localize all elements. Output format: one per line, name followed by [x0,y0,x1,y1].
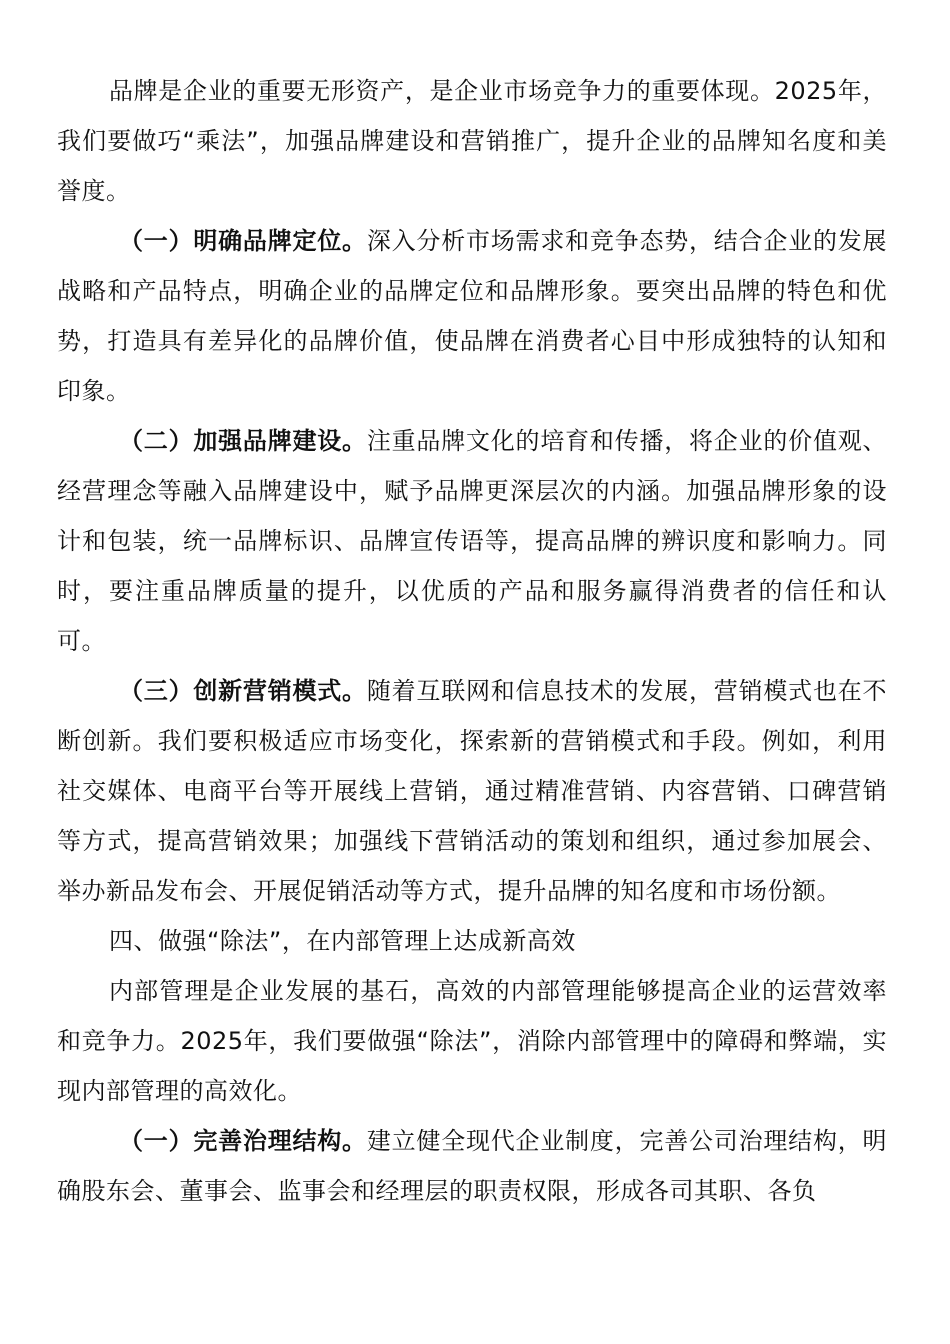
paragraph-brand-positioning [57,216,887,416]
paragraph-text: 品牌是企业的重要无形资产，是企业市场竞争力的重要体现。2025年，我们要做巧“乘法”，加强品牌建设和营销推广，提升企业的品牌知名度和美誉度。 [57,77,887,205]
paragraph-text: 注重品牌文化的培育和传播，将企业的价值观、经营理念等融入品牌建设中，赋予品牌更深层次的内涵。加强品牌形象的设计和包装，统一品牌标识、品牌宣传语等，提高品牌的辨识度和影响力。同时，要注重品牌质量的提升，以优质的产品和服务赢得消费者的信任和认可。 [57,427,888,655]
paragraph-text: 随着互联网和信息技术的发展，营销模式也在不断创新。我们要积极适应市场变化，探索新的营销模式和手段。例如，利用社交媒体、电商平台等开展线上营销，通过精准营销、内容营销、口碑营销等方式，提高营销效果；加强线下营销活动的策划和组织，通过参加展会、举办新品发布会、开展促销活动等方式，提升品牌的知名度和市场份额。 [57,677,888,905]
paragraph-lead-heading: （三）创新营销模式。 [119,677,367,705]
paragraph-governance-structure [57,1116,887,1216]
paragraph-brand-building [57,416,887,666]
section-heading-division [57,916,887,966]
paragraph-text: 深入分析市场需求和竞争态势，结合企业的发展战略和产品特点，明确企业的品牌定位和品牌形象。要突出品牌的特色和优势，打造具有差异化的品牌价值，使品牌在消费者心目中形成独特的认知和印象。 [57,227,888,405]
paragraph-marketing-innovation [57,666,887,916]
paragraph-brand-intro [57,66,887,216]
paragraph-lead-heading: （一）完善治理结构。 [119,1127,367,1155]
paragraph-lead-heading: （二）加强品牌建设。 [119,427,367,455]
document-body [57,66,887,1216]
paragraph-internal-management [57,966,887,1116]
paragraph-text: 内部管理是企业发展的基石，高效的内部管理能够提高企业的运营效率和竞争力。2025年，我们要做强“除法”，消除内部管理中的障碍和弊端，实现内部管理的高效化。 [57,977,887,1105]
paragraph-text: 建立健全现代企业制度，完善公司治理结构，明确股东会、董事会、监事会和经理层的职责权限，形成各司其职、各负 [57,1127,888,1205]
paragraph-lead-heading: （一）明确品牌定位。 [119,227,367,255]
section-heading-text: 四、做强“除法”，在内部管理上达成新高效 [109,927,576,955]
